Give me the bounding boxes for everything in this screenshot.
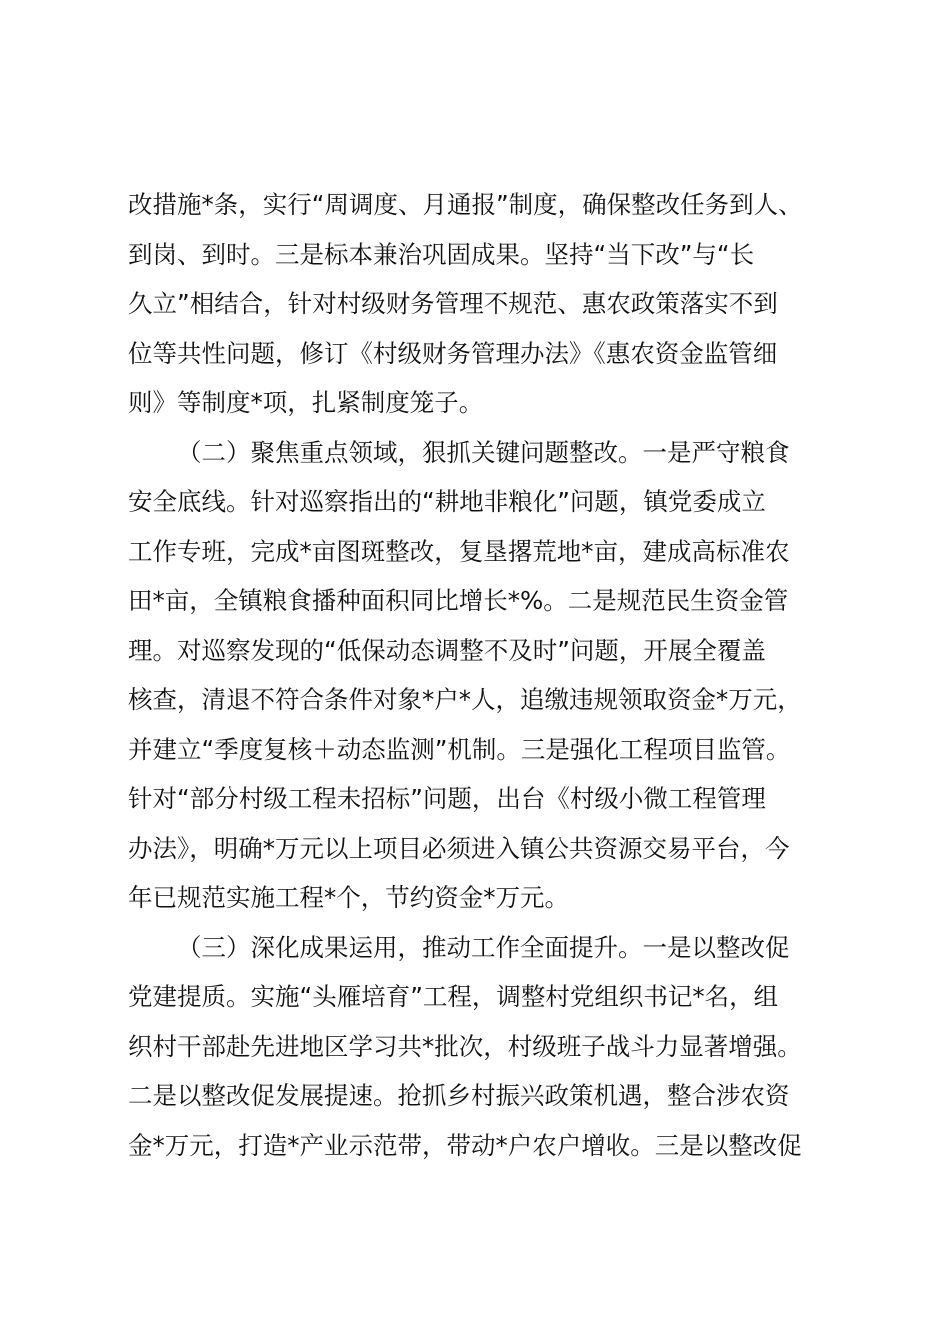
paragraph-line: 二是以整改促发展提速。抢抓乡村振兴政策机遇，整合涉农资 (128, 1081, 790, 1110)
paragraph-line: 工作专班，完成*亩图斑整改，复垦撂荒地*亩，建成高标准农 (128, 536, 790, 566)
paragraph-line: 安全底线。针对巡察指出的“耕地非粮化”问题，镇党委成立 (128, 487, 766, 516)
paragraph-line: 则》等制度*项，扎紧制度笼子。 (128, 388, 484, 417)
paragraph-line: 针对“部分村级工程未招标”问题，出台《村级小微工程管理 (128, 784, 766, 813)
paragraph-line: 核查，清退不符合条件对象*户*人，追缴违规领取资金*万元， (128, 685, 802, 714)
paragraph-3 (128, 923, 848, 1171)
paragraph-line: 年已规范实施工程*个，节约资金*万元。 (128, 883, 569, 912)
paragraph-line: 织村干部赴先进地区学习共*批次，村级班子战斗力显著增强。 (128, 1031, 802, 1061)
paragraph-line: 办法》，明确*万元以上项目必须进入镇公共资源交易平台，今 (128, 833, 790, 863)
paragraph-2 (128, 428, 848, 923)
paragraph-1 (128, 180, 848, 428)
paragraph-line: 位等共性问题，修订《村级财务管理办法》《惠农资金监管细 (128, 338, 778, 368)
paragraph-line: 到岗、到时。三是标本兼治巩固成果。坚持“当下改”与“长 (128, 239, 755, 269)
paragraph-line: 改措施*条，实行“周调度、月通报”制度，确保整改任务到人、 (128, 190, 803, 219)
paragraph-line: 久立”相结合，针对村级财务管理不规范、惠农政策落实不到 (128, 289, 778, 318)
paragraph-heading-line: （二）聚焦重点领域，狠抓关键问题整改。一是严守粮食 (177, 437, 790, 467)
paragraph-line: 田*亩，全镇粮食播种面积同比增长*%。二是规范民生资金管 (128, 586, 789, 615)
paragraph-line: 并建立“季度复核＋动态监测”机制。三是强化工程项目监管。 (128, 734, 791, 764)
document-body (128, 180, 848, 1170)
paragraph-line: 金*万元，打造*产业示范带，带动*户农户增收。三是以整改促 (128, 1130, 802, 1160)
paragraph-line: 党建提质。实施“头雁培育”工程，调整村党组织书记*名，组 (128, 982, 779, 1011)
paragraph-line: 理。对巡察发现的“低保动态调整不及时”问题，开展全覆盖 (128, 635, 766, 665)
paragraph-heading-line: （三）深化成果运用，推动工作全面提升。一是以整改促 (177, 932, 790, 962)
